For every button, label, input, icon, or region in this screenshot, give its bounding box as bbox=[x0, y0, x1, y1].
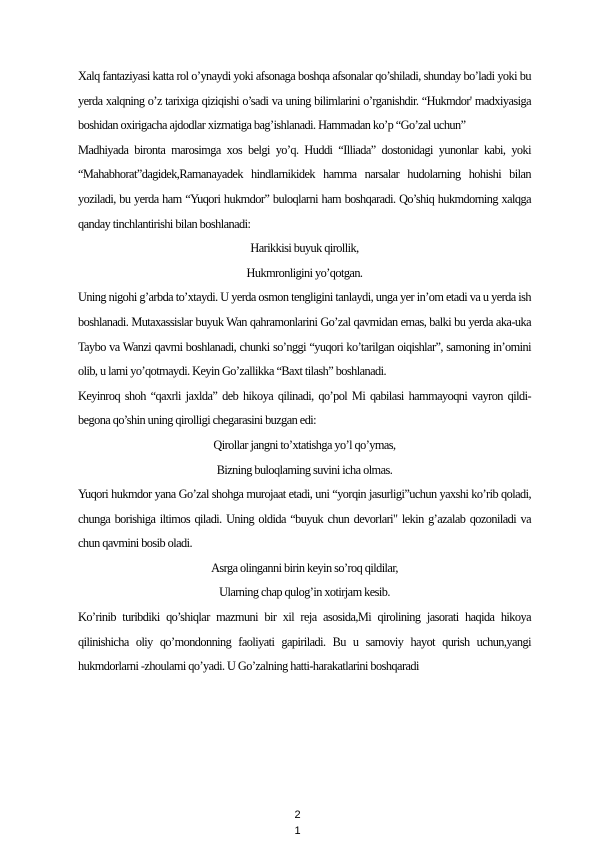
body-text bbox=[78, 64, 531, 679]
verse-line: Ularning chap qulog’in xotirjam kesib. bbox=[219, 585, 390, 600]
verse-line: Bizning buloqlaming suvini icha olmas. bbox=[216, 462, 393, 477]
verse-line: Qirollar jangni to’xtatishga yo’l qo’ymas, bbox=[213, 437, 396, 452]
page-number-digit: 1 bbox=[294, 825, 301, 837]
verse-line: Harikkisi buyuk qirollik, bbox=[250, 241, 359, 256]
paragraph: Xalq fantaziyasi katta rol o’ynaydi yoki afsonaga boshqa afsonalar qo’shiladi, shunday bo’ladi yoki bu yerda xalqning o’z tarixiga qiziqishi o’sadi va uning bilimlarini o’rganishdir. “Hukmdor' madxiyasiga boshidan oxirigacha ajdodlar xizmatiga bag’ishlanadi. Hammadan ko’p “Go’zal uchun” bbox=[78, 69, 531, 133]
paragraph: Uning nigohi g’arbda to’xtaydi. U yerda osmon tengligini tanlaydi, unga yer in’om etadi va u yerda ish boshlanadi. Mutaxassislar buyuk Wan qahramonlarini Go’zal qavmidan emas, balki bu yerda aka-uka Taybo va Wanzi qavmi boshlanadi, chunki so’nggi “yuqori ko’tarilgan oiqishlar”, samoning in’omini olib, u lami yo’qotmaydi. Keyin Go’zallikka “Baxt tilash” boshlanadi. bbox=[78, 290, 531, 379]
paragraph: Madhiyada bironta marosimga xos belgi yo’q. Huddi “Illiada” dostonidagi yunonlar kabi, yoki “Mahabhorat”dagidek,Ramanayadek hindlarnikidek hamma narsalar hudolarning hohishi bilan yoziladi, bu yerda ham “Yuqori hukmdor” buloqlarni ham boshqaradi. Qo’shiq hukmdorning xalqga qanday tinchlantirishi bilan boshlanadi: bbox=[78, 142, 531, 231]
paragraph: Ko’rinib turibdiki qo’shiqlar mazmuni bir xil reja asosida,Mi qirolining jasorati haqida hikoya qilinishicha oliy qo’mondonning faoliyati gapiriladi. Bu u samoviy hayot qurish uchun,yangi hukmdorlarni -zhoulami qo’yadi. U Go’zalning hatti-harakatlarini boshqaradi bbox=[78, 610, 531, 674]
verse-line: Hukmronligini yo’qotgan. bbox=[246, 265, 363, 280]
page-number-digit: 2 bbox=[294, 809, 301, 821]
paragraph: Keyinroq shoh “qaxrli jaxlda” deb hikoya qilinadi, qo’pol Mi qabilasi hammayoqni vayron qildi-begona qo’shin uning qirolligi chegarasini buzgan edi: bbox=[78, 388, 531, 428]
paragraph: Yuqori hukmdor yana Go’zal shohga murojaat etadi, uni “yorqin jasurligi”uchun yaxshi ko’rib qoladi, chunga borishiga iltimos qiladi. Uning oldida “buyuk chun devorlari" lekin g’azalab qozoniladi va chun qavmini bosib oladi. bbox=[78, 487, 531, 551]
verse-line: Asrga olinganni birin keyin so’roq qildilar, bbox=[211, 560, 398, 575]
page-number bbox=[0, 807, 595, 839]
